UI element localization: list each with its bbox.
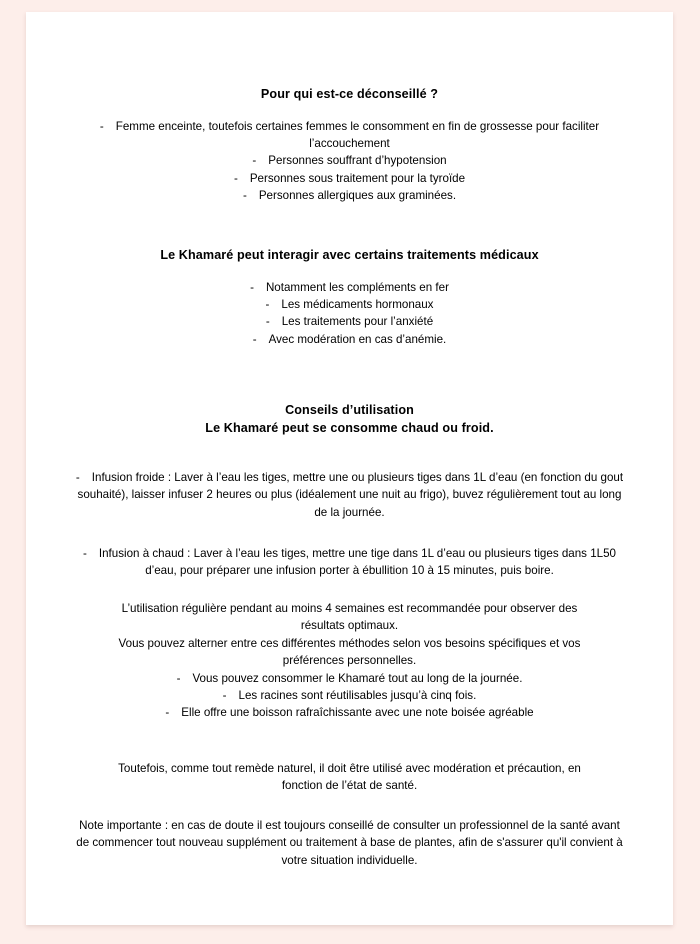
dash-bullet-icon: -: [75, 471, 80, 484]
dash-bullet-icon: -: [252, 154, 257, 168]
dash-bullet-icon: -: [176, 671, 181, 685]
list-item: [40, 187, 659, 204]
usage-regulier-block: [26, 600, 673, 722]
list-item: [40, 687, 659, 704]
section-conseils-heading-block: [26, 402, 673, 437]
section-conseils-heading-line-1: Conseils d’utilisation: [285, 403, 414, 417]
infusion-chaud-block: [26, 545, 673, 580]
section-deconseille: [26, 86, 673, 205]
list-item-label: Personnes sous traitement pour la tyroïde: [249, 171, 466, 185]
note-importante-block: [26, 817, 673, 869]
list-item: [40, 331, 659, 348]
alternance-paragraph: Vous pouvez alterner entre ces différentes méthodes selon vos besoins spécifiques et vos préférences personnelles.: [118, 636, 581, 668]
list-item-label: Infusion froide : Laver à l’eau les tiges, mettre une ou plusieurs tiges dans 1L d’eau (en fonction du gout souhaité), laisser infuser 2 heures ou plus (idéalement une nuit au frigo), buvez régulièrement tout au long de la journée.: [77, 471, 624, 519]
dash-bullet-icon: -: [242, 189, 247, 203]
list-item-label: Personnes souffrant d’hypotension: [268, 154, 447, 168]
infusion-froide-block: [26, 469, 673, 521]
section-interactions: [26, 247, 673, 348]
dash-bullet-icon: -: [265, 315, 270, 329]
dash-bullet-icon: -: [233, 171, 238, 185]
dash-bullet-icon: -: [99, 119, 104, 133]
dash-bullet-icon: -: [165, 706, 170, 720]
list-item: [40, 670, 659, 687]
list-item-label: Les traitements pour l’anxiété: [281, 315, 434, 329]
list-item-label: Notamment les compléments en fer: [265, 280, 449, 294]
list-item: [70, 545, 630, 580]
list-item-label: Personnes allergiques aux graminées.: [258, 189, 457, 203]
dash-bullet-icon: -: [222, 689, 227, 703]
list-item-label: Les racines sont réutilisables jusqu’à cinq fois.: [238, 689, 477, 703]
list-item: [40, 296, 659, 313]
section-interactions-heading: Le Khamaré peut interagir avec certains traitements médicaux: [160, 248, 539, 262]
list-item: [40, 170, 659, 187]
usage-regulier-paragraph: L’utilisation régulière pendant au moins 4 semaines est recommandée pour observer des résultats optimaux.: [121, 602, 578, 633]
dash-bullet-icon: -: [83, 547, 87, 560]
list-item: [40, 704, 659, 721]
list-item: [70, 118, 630, 153]
list-item: [40, 152, 659, 169]
spacer: [40, 104, 659, 118]
document-page: [26, 12, 673, 925]
spacer: [40, 265, 659, 279]
section-deconseille-heading: Pour qui est-ce déconseillé ?: [260, 87, 439, 101]
list-item: [76, 469, 624, 521]
list-item-label: Vous pouvez consommer le Khamaré tout au long de la journée.: [192, 671, 523, 685]
list-item-label: Les médicaments hormonaux: [281, 297, 434, 311]
list-item: [40, 279, 659, 296]
dash-bullet-icon: -: [265, 297, 270, 311]
note-importante-paragraph: Note importante : en cas de doute il est toujours conseillé de consulter un professionnel de la santé avant de commencer tout nouveau supplément ou traitement à base de plantes, afin de s'assurer qu'il convient à votre situation individuelle.: [76, 819, 623, 867]
section-conseils-heading-line-2: Le Khamaré peut se consomme chaud ou froid.: [205, 420, 494, 435]
list-item-label: Femme enceinte, toutefois certaines femmes le consomment en fin de grossesse pour faciliter l’accouchement: [115, 119, 600, 150]
moderation-paragraph: Toutefois, comme tout remède naturel, il doit être utilisé avec modération et précaution, en fonction de l’état de santé.: [118, 762, 581, 793]
dash-bullet-icon: -: [250, 280, 254, 294]
dash-bullet-icon: -: [252, 332, 257, 346]
moderation-block: [26, 760, 673, 795]
list-item-label: Elle offre une boisson rafraîchissante avec une note boisée agréable: [181, 706, 534, 720]
list-item-label: Infusion à chaud : Laver à l’eau les tiges, mettre une tige dans 1L d’eau ou plusieurs tiges dans 1L50 d’eau, pour préparer une infusion porter à ébullition 10 à 15 minutes, puis boire.: [98, 547, 616, 578]
list-item: [40, 313, 659, 330]
list-item-label: Avec modération en cas d’anémie.: [268, 332, 447, 346]
